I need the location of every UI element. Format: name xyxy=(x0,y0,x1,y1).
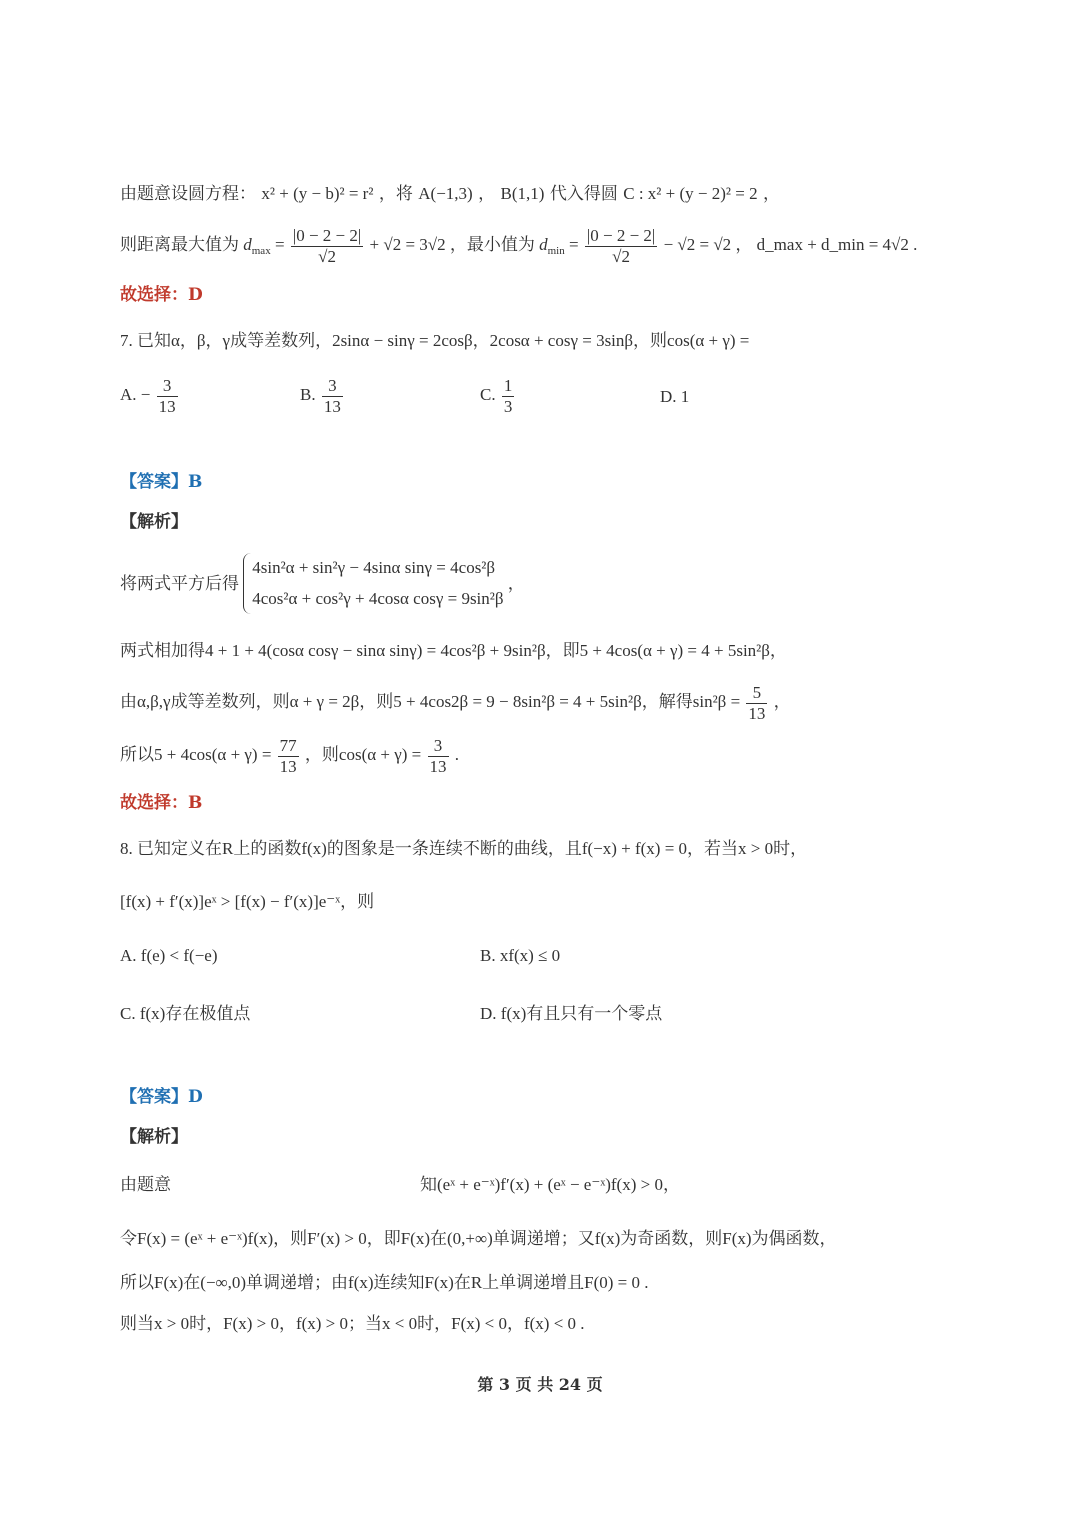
q8-option-d xyxy=(480,999,662,1024)
q7-option-d xyxy=(660,387,689,407)
denominator: 13 xyxy=(429,756,447,776)
min-tail: − √2 = √2 xyxy=(663,234,732,254)
denominator: √2 xyxy=(318,246,336,266)
fraction xyxy=(502,376,515,416)
question-8-condition: [f(x) + f′(x)]eˣ > [f(x) − f′(x)]e⁻ˣ，则 xyxy=(120,892,375,911)
solution-line-distance: 则距离最大值为 $d_{max}$ = $\frac{|0 - 2 - 2|}{√2}$ + √2 = 3√2 ，最小值为 $d_{min}$ = $\frac{|0 - 2 - 2|}{√2}$ − √2 = √2 ， d_max + d_min = 4√2 . xyxy=(120,226,918,266)
solution-line-circle-equation xyxy=(120,185,780,203)
fraction xyxy=(291,226,363,266)
q8-solution-line-3: 所以F(x)在(−∞,0)单调递增；由f(x)连续知F(x)在R上单调递增且F(0) = 0 . xyxy=(120,1273,649,1292)
q8-option-b xyxy=(480,946,560,966)
math: x² + (y − b)² = r² xyxy=(261,184,374,203)
option-label: D. xyxy=(660,387,677,406)
numerator: 1 xyxy=(503,376,513,395)
q7-option-a xyxy=(120,376,180,416)
denominator: 13 xyxy=(748,703,766,723)
page-number-footer: 第 3 页 共 24 页 xyxy=(477,1375,603,1394)
analysis-heading: 【解析】 xyxy=(120,1127,188,1147)
q7-solution-sum: 两式相加得4 + 1 + 4(cosα cosγ − sinα sinγ) = 4cos²β + 9sin²β，即5 + 4cos(α + γ) = 4 + 5sin²β， xyxy=(120,641,787,660)
text: ，将 xyxy=(378,184,413,204)
text: 由题意 xyxy=(120,1175,171,1194)
option-text: f(e) < f(−e) xyxy=(140,946,218,965)
q8-option-c xyxy=(120,999,250,1024)
numerator: 3 xyxy=(428,736,449,757)
denominator: √2 xyxy=(612,246,630,266)
denominator: 13 xyxy=(158,396,176,416)
option-label: D. xyxy=(480,1004,497,1023)
option-label: B. xyxy=(480,946,496,965)
text: ，则cos(α + γ) = xyxy=(304,744,422,764)
equation-system xyxy=(243,553,503,614)
numerator: 3 xyxy=(157,376,178,397)
q8-solution-line-2: 令F(x) = (eˣ + e⁻ˣ)f(x)，则F′(x) > 0，即F(x)在(0,+∞)单调递增；又f(x)为奇函数，则F(x)为偶函数， xyxy=(120,1229,837,1248)
question-7-stem: 7. 已知α，β，γ成等差数列，2sinα − sinγ = 2cosβ，2cosα + cosγ = 3sinβ，则cos(α + γ) = xyxy=(120,331,750,350)
fraction xyxy=(157,376,178,416)
fraction xyxy=(428,736,449,776)
numerator: 5 xyxy=(746,683,767,704)
q7-option-b xyxy=(300,376,345,416)
sum: d_max + d_min = 4√2 . xyxy=(756,234,918,254)
text: 将两式平方后得 xyxy=(120,574,239,594)
option-label: B. xyxy=(300,384,316,404)
text: 则距离最大值为 xyxy=(120,234,239,254)
denominator: 3 xyxy=(503,396,513,416)
select-answer-d: 故选择：D xyxy=(120,285,203,305)
q8-solution-line-1 xyxy=(120,1176,171,1193)
option-label: A. xyxy=(120,384,137,404)
fraction xyxy=(278,736,299,776)
answer-heading-b: 【答案】B xyxy=(120,472,203,492)
q7-solution-system: 将两式平方后得 4sin²α + sin²γ − 4sinα sinγ = 4cos²β 4cos²α + cos²γ + 4cosα cosγ = 9sin²β ， xyxy=(120,553,525,614)
q7-option-c xyxy=(480,376,516,416)
max-tail: + √2 = 3√2 xyxy=(369,234,446,254)
option-value: 1 xyxy=(680,387,690,406)
option-text: xf(x) ≤ 0 xyxy=(499,946,561,965)
select-answer-b: 故选择：B xyxy=(120,793,203,813)
option-label: C. xyxy=(120,1004,136,1023)
answer-heading-d: 【答案】D xyxy=(120,1087,203,1107)
option-label: A. xyxy=(120,946,137,965)
d-min-label: $d_{min}$ = xyxy=(539,234,579,257)
numerator: |0 − 2 − 2| xyxy=(586,226,656,245)
equation-1: 4sin²α + sin²γ − 4sinα sinγ = 4cos²β xyxy=(252,558,496,577)
numerator: 77 xyxy=(279,736,297,755)
text: ， xyxy=(763,184,780,204)
q7-solution-arith: 由α,β,γ成等差数列，则α + γ = 2β，则5 + 4cos2β = 9 − 8sin²β = 4 + 5sin²β，解得sin²β = $\frac{5}{13}$ ， xyxy=(120,683,791,723)
d-max-label: $d_{max}$ = xyxy=(243,234,285,257)
numerator: 3 xyxy=(322,376,343,397)
text: ， xyxy=(478,184,496,204)
q8-solution-line-4: 则当x > 0时，F(x) > 0，f(x) > 0；当x < 0时，F(x) < 0，f(x) < 0 . xyxy=(120,1314,585,1333)
fraction xyxy=(322,376,343,416)
math: B(1,1) xyxy=(500,184,545,203)
denominator: 13 xyxy=(279,756,297,776)
math: C : x² + (y − 2)² = 2 xyxy=(623,184,758,203)
equation-2: 4cos²α + cos²γ + 4cosα cosγ = 9sin²β xyxy=(252,588,504,608)
option-label: C. xyxy=(480,384,496,404)
denominator: 13 xyxy=(323,396,341,416)
q8-solution-line-1-tail: 知(eˣ + e⁻ˣ)f′(x) + (eˣ − e⁻ˣ)f(x) > 0， xyxy=(420,1175,680,1194)
text: 由α,β,γ成等差数列，则α + γ = 2β，则5 + 4cos2β = 9 − 8sin²β = 4 + 5sin²β，解得sin²β = xyxy=(120,691,741,711)
text: 所以5 + 4cos(α + γ) = xyxy=(120,744,272,764)
text: 代入得圆 xyxy=(549,184,618,204)
q8-option-a xyxy=(120,946,218,966)
analysis-heading: 【解析】 xyxy=(120,512,188,532)
text: 由题意设圆方程： xyxy=(120,184,256,204)
question-8-stem: 8. 已知定义在R上的函数f(x)的图象是一条连续不断的曲线，且f(−x) + f(x) = 0，若当x > 0时， xyxy=(120,839,808,858)
fraction xyxy=(585,226,657,266)
fraction xyxy=(746,683,767,723)
option-text: f(x)存在极值点 xyxy=(139,1004,251,1023)
numerator: |0 − 2 − 2| xyxy=(292,226,362,245)
math: A(−1,3) xyxy=(418,184,473,203)
option-text: f(x)有且只有一个零点 xyxy=(500,1004,663,1023)
text: ，最小值为 xyxy=(449,234,535,254)
q7-solution-conclusion: 所以5 + 4cos(α + γ) = $\frac{77}{13}$ ，则cos(α + γ) = $\frac{3}{13}$ . xyxy=(120,736,459,776)
sign: − xyxy=(140,384,151,404)
